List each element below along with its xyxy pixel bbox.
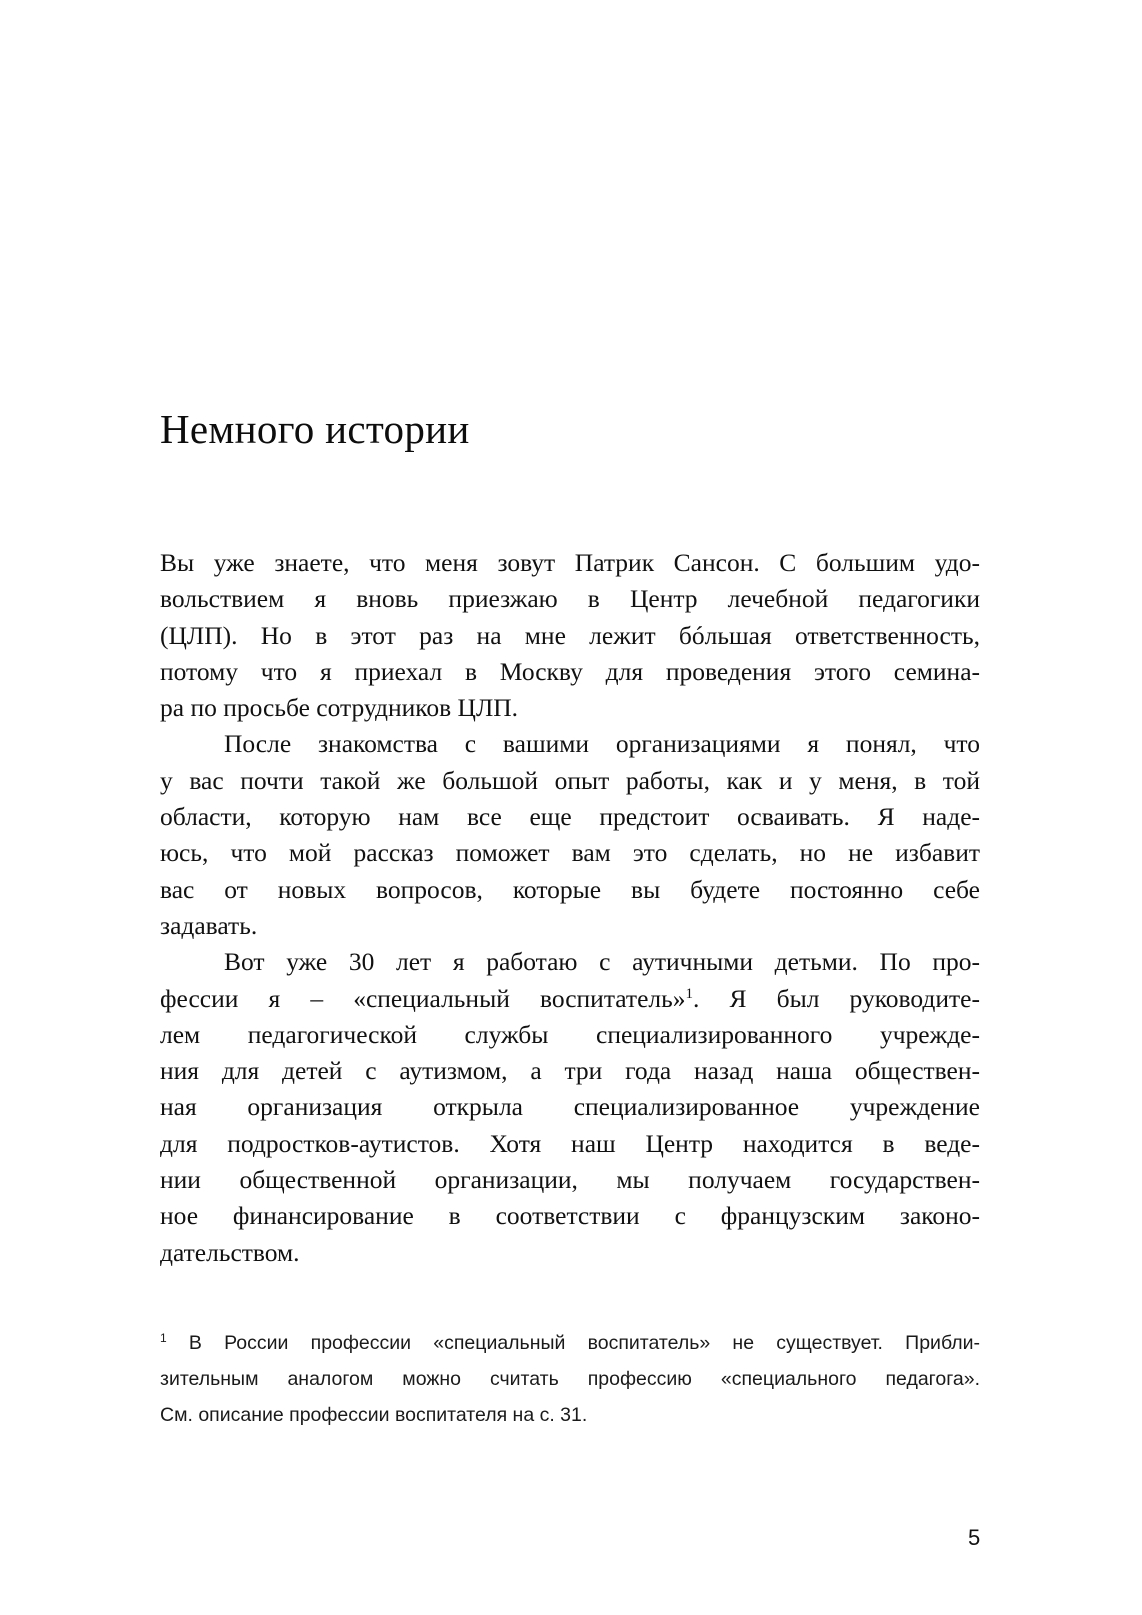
footnote-line: зительным аналогом можно считать профессию «специального педагога».: [160, 1368, 980, 1390]
text-line: Вы уже знаете, что меня зовут Патрик Сансон. С большим удо-: [160, 548, 980, 577]
text-line: потому что я приехал в Москву для проведения этого семина-: [160, 656, 980, 686]
text-line: области, которую нам все еще предстоит осваивать. Я наде-: [160, 802, 980, 832]
text-line: юсь, что мой рассказ поможет вам это сделать, но не избавит: [160, 838, 980, 868]
text-line: ния для детей с аутизмом, а три года назад наша обществен-: [160, 1056, 980, 1086]
text-line: вас от новых вопросов, которые вы будете постоянно себе: [160, 874, 980, 904]
page-number: 5: [968, 1525, 981, 1550]
chapter-title: Немного истории: [160, 406, 470, 452]
text-fragment: . Я был руководите-: [693, 983, 980, 1013]
body-text: [160, 545, 980, 1271]
paragraph-1: [160, 545, 980, 726]
text-line: Вот уже 30 лет я работаю с аутичными детьми. По про-: [224, 947, 980, 977]
paragraph-3: [160, 944, 980, 1271]
footnote-reference[interactable]: 1: [685, 985, 693, 1002]
footnote-line: См. описание профессии воспитателя на с. 31.: [160, 1404, 588, 1426]
text-line: лем педагогической службы специализированного учрежде-: [160, 1019, 980, 1049]
text-line: дательством.: [160, 1237, 300, 1267]
text-line: нии общественной организации, мы получаем государствен-: [160, 1165, 980, 1195]
footnote-marker: 1: [160, 1331, 167, 1345]
text-line: для подростков-аутистов. Хотя наш Центр находится в веде-: [160, 1128, 980, 1158]
text-line-with-footnote: [160, 981, 980, 1017]
text-line: задавать.: [160, 910, 258, 940]
text-line: ное финансирование в соответствии с французским законо-: [160, 1201, 980, 1231]
text-line: у вас почти такой же большой опыт работы, как и у меня, в той: [160, 765, 980, 795]
text-fragment: фессии я – «специальный воспитатель»: [160, 983, 686, 1013]
text-line: вольствием я вновь приезжаю в Центр лечебной педагогики: [160, 584, 980, 614]
footnote-line: [160, 1325, 980, 1361]
paragraph-2: [160, 726, 980, 944]
text-line: ра по просьбе сотрудников ЦЛП.: [160, 693, 519, 723]
footnote: [160, 1325, 980, 1433]
text-line: ная организация открыла специализированное учреждение: [160, 1092, 980, 1122]
text-fragment: В России профессии «специальный воспитатель» не существует. Прибли-: [166, 1332, 980, 1354]
text-line: (ЦЛП). Но в этот раз на мне лежит бóльшая ответственность,: [160, 620, 980, 650]
text-line: После знакомства с вашими организациями я понял, что: [224, 729, 980, 759]
